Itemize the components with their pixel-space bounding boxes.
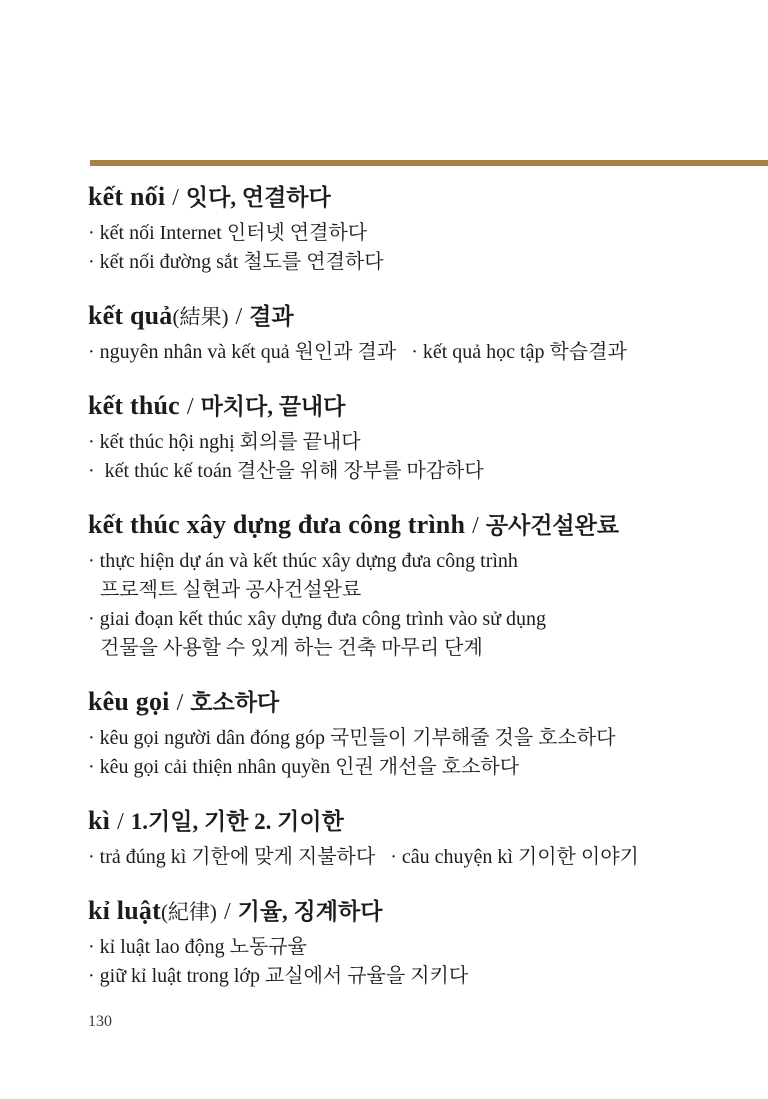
example-line: · kêu gọi người dân đóng góp 국민들이 기부해줄 것을 호소하다 [88, 727, 616, 749]
example-line: · kỉ luật lao động 노동규율 [88, 936, 307, 958]
dict-entry-ki-luat [88, 894, 744, 991]
dict-entry-ket-noi [88, 180, 744, 277]
hanja: (結果) [172, 305, 229, 329]
page-number: 130 [88, 1013, 112, 1030]
example-continuation-line: 건물을 사용할 수 있게 하는 건축 마무리 단계 [100, 637, 483, 659]
example-line: · kết nối Internet 인터넷 연결하다 [88, 222, 368, 244]
example-continuation-line: 프로젝트 실현과 공사건설완료 [100, 579, 362, 601]
separator-slash: / [235, 304, 243, 330]
headword: kỉ luật [88, 896, 161, 925]
entry-heading [88, 508, 744, 543]
dictionary-page-content [88, 166, 744, 1031]
dict-entry-ket-qua [88, 299, 744, 367]
example-line: · thực hiện dự án và kết thúc xây dựng đưa công trình [88, 550, 518, 572]
separator-slash: / [176, 690, 184, 716]
dict-entry-ket-thuc [88, 389, 744, 486]
dict-entry-ket-thuc-xay-dung [88, 508, 744, 663]
headword: kết quả [88, 301, 173, 330]
entry-heading [88, 894, 744, 929]
headword: kết nối [88, 182, 166, 211]
entry-heading [88, 299, 744, 334]
hanja: (紀律) [160, 900, 217, 924]
example-line: · nguyên nhân và kết quả 원인과 결과 · kết quả học tập 학습결과 [88, 341, 627, 363]
entry-heading [88, 389, 744, 424]
example-line: · kết thúc kế toán 결산을 위해 장부를 마감하다 [88, 460, 484, 482]
headword: kết thúc [88, 391, 180, 420]
separator-slash: / [223, 899, 231, 925]
korean-meaning: 잇다, 연결하다 [185, 185, 331, 210]
example-line: · giữ kỉ luật trong lớp 교실에서 규율을 지키다 [88, 965, 469, 987]
example-line: · giai đoạn kết thúc xây dựng đưa công trình vào sử dụng [88, 608, 546, 630]
headword: kêu gọi [88, 687, 170, 716]
separator-slash: / [472, 513, 479, 539]
example-line: · kêu gọi cải thiện nhân quyền 인권 개선을 호소하다 [88, 756, 520, 778]
entry-heading [88, 685, 744, 720]
example-line: · kết nối đường sắt 철도를 연결하다 [88, 251, 384, 273]
example-line: · kết thúc hội nghị 회의를 끝내다 [88, 431, 361, 453]
example-line: · trả đúng kì 기한에 맞게 지불하다 · câu chuyện kì 기이한 이야기 [88, 846, 639, 868]
dict-entry-ki [88, 804, 744, 872]
separator-slash: / [172, 185, 179, 211]
entry-heading [88, 804, 744, 839]
korean-meaning: 공사건설완료 [485, 513, 620, 538]
separator-slash: / [186, 394, 194, 420]
korean-meaning: 결과 [249, 304, 294, 329]
separator-slash: / [117, 809, 124, 835]
korean-meaning: 1.기일, 기한 2. 기이한 [130, 809, 344, 834]
dict-entry-keu-goi [88, 685, 744, 782]
entry-heading [88, 180, 744, 215]
headword: kết thúc xây dựng đưa công trình [88, 510, 466, 539]
korean-meaning: 기율, 징계하다 [237, 899, 383, 924]
headword: kì [88, 806, 111, 835]
korean-meaning: 호소하다 [190, 690, 280, 715]
korean-meaning: 마치다, 끝내다 [200, 394, 346, 419]
